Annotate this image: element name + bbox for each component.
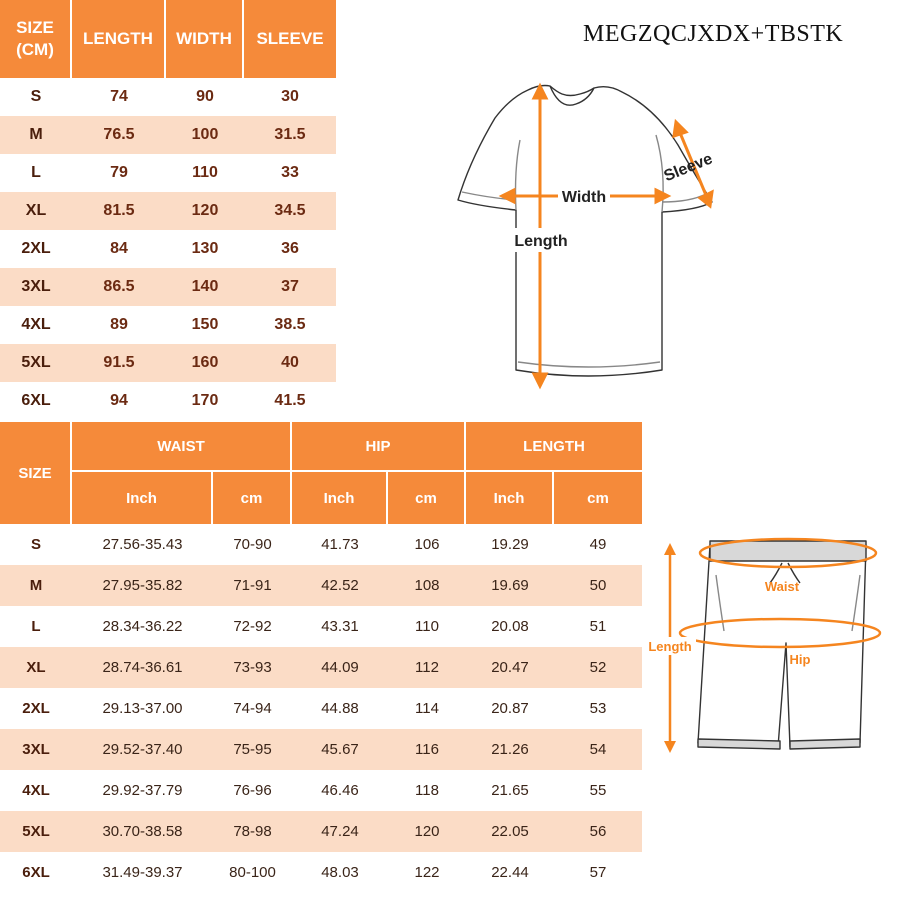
waist-cm-cell: 70-90 [233,536,272,553]
shirt-table-row [0,268,336,306]
shirt-table-row [0,78,336,116]
shirt-size-cell: XL [25,202,47,219]
length-inch-cell: 22.05 [491,823,529,840]
shirt-table-row [0,382,336,420]
sleeve-label: Sleeve [661,150,716,186]
hip-inch-header: Inch [292,472,388,524]
shirt-size-cell: M [29,126,43,143]
shorts-size-cell: 6XL [22,864,50,881]
shorts-table-row [0,606,642,647]
shirt-length-cell: 84 [110,240,128,257]
waist-inch-cell: 29.13-37.00 [102,700,183,717]
hip-inch-cell: 44.88 [321,700,359,717]
waist-cm-cell: 78-98 [233,823,272,840]
length-cm-cell: 55 [589,782,607,799]
waist-inch-cell: 31.49-39.37 [102,864,183,881]
waist-inch-cell: 29.52-37.40 [102,741,183,758]
shirt-size-table [0,0,336,420]
shorts-header-hip: HIP [292,422,466,472]
shirt-width-cell: 130 [191,240,219,257]
shorts-size-cell: 4XL [22,782,50,799]
shirt-sleeve-cell: 40 [281,354,299,371]
length-inch-cell: 19.29 [491,536,529,553]
shirt-sleeve-cell: 37 [281,278,299,295]
shorts-table-row [0,647,642,688]
shorts-table-body [0,524,642,893]
shirt-width-cell: 110 [192,164,218,181]
shirt-table-row [0,116,336,154]
shirt-sleeve-cell: 33 [281,164,299,181]
length-inch-cell: 20.87 [491,700,529,717]
hip-cm-cell: 112 [415,659,439,676]
length-inch-cell: 19.69 [491,577,529,594]
shorts-diagram [640,535,890,765]
length-cm-cell: 52 [589,659,607,676]
shirt-header-size: SIZE (CM) [0,0,72,78]
waist-cm-cell: 72-92 [233,618,272,635]
shirt-size-cell: 3XL [21,278,51,295]
shirt-table-row [0,192,336,230]
length-cm-cell: 56 [589,823,607,840]
waist-inch-cell: 27.95-35.82 [102,577,183,594]
shirt-size-cell: 4XL [21,316,51,333]
shorts-size-cell: S [30,536,41,553]
shirt-width-cell: 170 [191,392,219,409]
shorts-length-label: Length [648,639,692,654]
length-inch-cell: 22.44 [491,864,529,881]
shirt-table-row [0,230,336,268]
waist-cm-header: cm [213,472,292,524]
length-inch-header: Inch [466,472,554,524]
hip-inch-cell: 47.24 [321,823,359,840]
shirt-length-cell: 79 [110,164,128,181]
waist-inch-cell: 28.74-36.61 [102,659,183,676]
shirt-width-cell: 160 [191,354,219,371]
waist-inch-cell: 29.92-37.79 [102,782,183,799]
hip-inch-cell: 42.52 [321,577,359,594]
shirt-length-cell: 76.5 [103,126,135,143]
length-inch-cell: 21.26 [491,741,529,758]
shorts-table-row [0,565,642,606]
shirt-table-row [0,306,336,344]
shirt-sleeve-cell: 41.5 [274,392,306,409]
shirt-size-cell: 2XL [21,240,51,257]
shorts-size-table [0,422,642,893]
hip-label: Hip [789,652,811,667]
hip-cm-cell: 122 [414,864,440,881]
shorts-table-row [0,524,642,565]
waist-inch-cell: 27.56-35.43 [102,536,183,553]
waist-inch-cell: 30.70-38.58 [102,823,183,840]
shirt-length-cell: 74 [110,88,128,105]
length-cm-cell: 53 [589,700,607,717]
shirt-width-cell: 140 [191,278,219,295]
shorts-header-length: LENGTH [466,422,642,472]
length-cm-cell: 50 [589,577,607,594]
shorts-header-waist: WAIST [72,422,292,472]
brand-name: MEGZQCJXDX+TBSTK [583,21,844,47]
shirt-header-length: LENGTH [72,0,166,78]
shirt-table-header [0,0,336,78]
shorts-size-cell: L [31,618,41,635]
length-cm-cell: 51 [589,618,607,635]
shirt-width-cell: 90 [196,88,214,105]
tshirt-diagram [450,80,730,390]
hip-inch-cell: 48.03 [321,864,359,881]
shirt-sleeve-cell: 36 [281,240,299,257]
hip-cm-cell: 120 [414,823,440,840]
shirt-header-width: WIDTH [166,0,244,78]
shorts-table-row [0,852,642,893]
shirt-length-cell: 81.5 [103,202,135,219]
waist-cm-cell: 75-95 [233,741,272,758]
waist-cm-cell: 71-91 [233,577,272,594]
shirt-sleeve-cell: 34.5 [274,202,306,219]
length-cm-cell: 49 [589,536,607,553]
waist-inch-cell: 28.34-36.22 [102,618,183,635]
hip-inch-cell: 41.73 [321,536,359,553]
shirt-length-cell: 91.5 [103,354,135,371]
shorts-size-cell: 3XL [22,741,50,758]
hip-cm-cell: 106 [414,536,440,553]
waist-inch-header: Inch [72,472,213,524]
hip-inch-cell: 45.67 [321,741,359,758]
waist-cm-cell: 76-96 [233,782,272,799]
shirt-size-cell: 6XL [21,392,51,409]
hip-cm-cell: 114 [415,700,439,717]
shorts-table-header [0,422,642,524]
shorts-size-cell: 2XL [22,700,50,717]
length-cm-cell: 57 [589,864,607,881]
shirt-size-cell: S [30,88,42,105]
shirt-sleeve-cell: 38.5 [274,316,306,333]
shirt-length-cell: 94 [110,392,128,409]
length-inch-cell: 21.65 [491,782,529,799]
hip-cm-cell: 110 [415,618,439,635]
shirt-sleeve-cell: 31.5 [274,126,306,143]
shirt-width-cell: 100 [191,126,219,143]
shirt-length-cell: 86.5 [103,278,135,295]
shirt-table-row [0,154,336,192]
hip-cm-cell: 108 [414,577,440,594]
shorts-table-row [0,811,642,852]
hip-cm-cell: 118 [415,782,439,799]
hip-cm-cell: 116 [415,741,439,758]
shirt-table-row [0,344,336,382]
shirt-table-body [0,78,336,420]
width-label: Width [561,189,607,206]
shorts-table-row [0,770,642,811]
shorts-size-cell: M [29,577,43,594]
waist-cm-cell: 73-93 [233,659,272,676]
length-label: Length [514,233,568,250]
shirt-width-cell: 120 [191,202,219,219]
shirt-sleeve-cell: 30 [281,88,299,105]
shorts-size-cell: XL [26,659,46,676]
hip-inch-cell: 44.09 [321,659,359,676]
waist-cm-cell: 80-100 [229,864,276,881]
shirt-width-cell: 150 [191,316,219,333]
shorts-size-cell: 5XL [22,823,50,840]
shirt-length-cell: 89 [110,316,128,333]
length-cm-header: cm [587,489,609,507]
shorts-table-row [0,688,642,729]
length-cm-cell: 54 [589,741,607,758]
shirt-size-cell: L [31,164,41,181]
length-inch-cell: 20.08 [491,618,529,635]
waist-label: Waist [764,579,800,594]
waist-cm-cell: 74-94 [233,700,272,717]
shorts-header-size: SIZE [0,422,72,524]
shorts-table-row [0,729,642,770]
shirt-size-cell: 5XL [21,354,51,371]
hip-inch-cell: 46.46 [321,782,359,799]
length-inch-cell: 20.47 [491,659,529,676]
hip-inch-cell: 43.31 [321,618,359,635]
hip-cm-header: cm [388,472,466,524]
shirt-header-sleeve: SLEEVE [244,0,336,78]
